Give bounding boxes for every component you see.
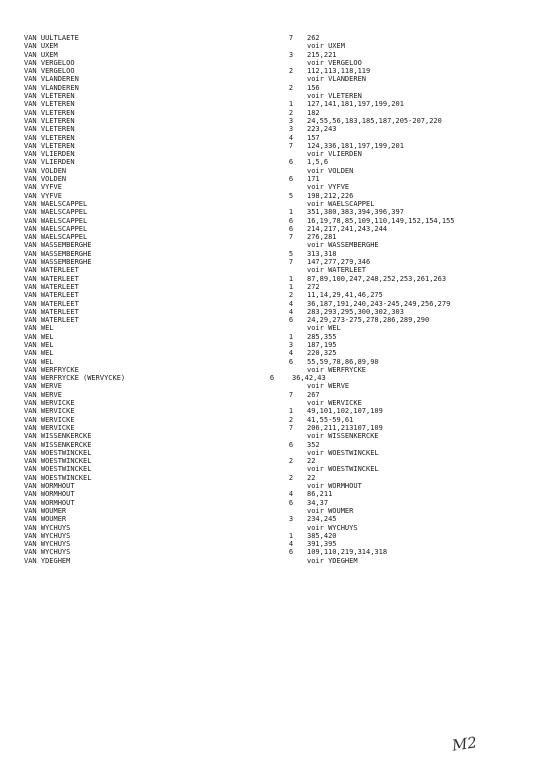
entry-pages: 36,42,43 (292, 374, 326, 383)
index-row (0, 349, 550, 357)
entry-volume: 1 (288, 332, 294, 341)
entry-name: VAN VOLDEN (24, 175, 67, 184)
entry-pages: 198,212,226 (307, 191, 354, 200)
entry-pages: 22 (307, 473, 316, 482)
entry-volume: 4 (288, 540, 294, 549)
entry-name: VAN WASSEMBERGHE (24, 241, 92, 250)
entry-name: VAN WATERLEET (24, 316, 79, 325)
entry-pages: 24,29,273-275,278,286,289,290 (307, 316, 430, 325)
entry-pages: 87,89,100,247,248,252,253,261,263 (307, 274, 447, 283)
entry-name: VAN WATERLEET (24, 266, 79, 275)
index-row (0, 150, 550, 158)
index-row (0, 142, 550, 150)
index-row (0, 258, 550, 266)
entry-pages: 276,281 (307, 233, 337, 242)
entry-volume: 3 (288, 116, 294, 125)
index-row (0, 324, 550, 332)
entry-name: VAN UXEM (24, 42, 58, 51)
entry-pages: 215,221 (307, 50, 337, 59)
handwritten-signature: M2 (450, 733, 479, 755)
entry-name: VAN VYFVE (24, 191, 62, 200)
entry-name: VAN WOESTWINCKEL (24, 473, 92, 482)
entry-volume: 6 (288, 158, 294, 167)
entry-name: VAN WOUMER (24, 506, 67, 515)
entry-pages: voir WOESTWINCKEL (307, 448, 379, 457)
entry-pages: voir WAELSCAPPEL (307, 199, 375, 208)
entry-name: VAN VLANDEREN (24, 75, 79, 84)
index-row (0, 416, 550, 424)
entry-volume: 7 (288, 34, 294, 42)
index-row (0, 275, 550, 283)
index-row (0, 507, 550, 515)
entry-name: VAN WASSEMBERGHE (24, 249, 92, 258)
entry-pages: voir WASSEMBERGHE (307, 241, 379, 250)
entry-pages: 351,380,383,394,396,397 (307, 208, 404, 217)
entry-volume: 3 (288, 50, 294, 59)
entry-pages: voir WORMHOUT (307, 482, 362, 491)
entry-volume: 6 (288, 548, 294, 557)
entry-pages: 41,55-59,61 (307, 415, 354, 424)
entry-pages: 49,101,102,107,109 (307, 407, 383, 416)
entry-volume: 6 (288, 216, 294, 225)
entry-pages: 234,245 (307, 515, 337, 524)
entry-name: VAN WATERLEET (24, 274, 79, 283)
entry-volume: 4 (288, 299, 294, 308)
index-row (0, 233, 550, 241)
entry-name: VAN VOLDEN (24, 166, 67, 175)
entry-pages: 214,217,241,243,244 (307, 224, 388, 233)
entry-name: VAN WERVE (24, 382, 62, 391)
entry-pages: 391,395 (307, 540, 337, 549)
entry-pages: voir VLETEREN (307, 92, 362, 101)
index-row (0, 92, 550, 100)
entry-pages: voir WOESTWINCKEL (307, 465, 379, 474)
entry-pages: 36,187,191,240,243-245,249,256,279 (307, 299, 451, 308)
entry-volume: 2 (288, 457, 294, 466)
entry-pages: 34,37 (307, 498, 329, 507)
index-row (0, 125, 550, 133)
entry-name: VAN WERVICKE (24, 407, 75, 416)
entry-pages: voir VLIERDEN (307, 150, 362, 159)
index-row (0, 540, 550, 548)
index-row (0, 217, 550, 225)
entry-name: VAN VERGELOO (24, 67, 75, 76)
entry-name: VAN VLIERDEN (24, 150, 75, 159)
entry-pages: voir WOUMER (307, 506, 354, 515)
index-row (0, 374, 550, 382)
entry-pages: 206,211,213107,109 (307, 423, 383, 432)
entry-name: VAN WERFRYCKE (24, 365, 79, 374)
index-row (0, 358, 550, 366)
entry-volume: 1 (288, 274, 294, 283)
entry-volume: 6 (288, 440, 294, 449)
entry-pages: voir WYCHUYS (307, 523, 358, 532)
entry-name: VAN UXEM (24, 50, 58, 59)
entry-volume: 6 (288, 498, 294, 507)
index-row (0, 391, 550, 399)
entry-volume: 6 (288, 357, 294, 366)
index-row (0, 449, 550, 457)
index-row (0, 291, 550, 299)
index-row (0, 548, 550, 556)
index-row (0, 266, 550, 274)
entry-name: VAN WOESTWINCKEL (24, 457, 92, 466)
index-row (0, 457, 550, 465)
index-row (0, 192, 550, 200)
entry-name: VAN VLANDEREN (24, 83, 79, 92)
entry-name: VAN VLETEREN (24, 100, 75, 109)
entry-name: VAN WORMHOUT (24, 490, 75, 499)
entry-pages: 1,5,6 (307, 158, 329, 167)
index-row (0, 67, 550, 75)
entry-name: VAN WORMHOUT (24, 482, 75, 491)
entry-name: VAN WERVICKE (24, 415, 75, 424)
entry-name: VAN WEL (24, 332, 54, 341)
entry-name: VAN WOESTWINCKEL (24, 448, 92, 457)
entry-name: VAN VLETEREN (24, 141, 75, 150)
entry-name: VAN WYCHUYS (24, 548, 71, 557)
entry-pages: 55,59,78,86,89,90 (307, 357, 379, 366)
entry-name: VAN WAELSCAPPEL (24, 208, 88, 217)
entry-pages: 109,110,219,314,318 (307, 548, 388, 557)
entry-pages: 187,195 (307, 340, 337, 349)
entry-pages: 267 (307, 390, 320, 399)
entry-name: VAN VLETEREN (24, 108, 75, 117)
index-row (0, 424, 550, 432)
entry-pages: 124,336,181,197,199,201 (307, 141, 404, 150)
entry-name: VAN WOUMER (24, 515, 67, 524)
entry-pages: 352 (307, 440, 320, 449)
entry-volume: 2 (288, 291, 294, 300)
entry-name: VAN VLETEREN (24, 133, 75, 142)
entry-volume: 1 (288, 208, 294, 217)
entry-volume: 2 (288, 83, 294, 92)
entry-pages: 385,420 (307, 531, 337, 540)
index-row (0, 100, 550, 108)
entry-pages: 112,113,118,119 (307, 67, 371, 76)
entry-pages: 223,243 (307, 125, 337, 134)
index-row (0, 399, 550, 407)
index-row (0, 499, 550, 507)
entry-pages: voir WERVICKE (307, 399, 362, 408)
entry-name: VAN WATERLEET (24, 282, 79, 291)
entry-name: VAN VLETEREN (24, 125, 75, 134)
entry-name: VAN WEL (24, 357, 54, 366)
entry-pages: 147,277,279,346 (307, 258, 371, 267)
entry-pages: voir VERGELOO (307, 58, 362, 67)
index-row (0, 75, 550, 83)
entry-name: VAN WEL (24, 340, 54, 349)
index-row (0, 134, 550, 142)
index-row (0, 84, 550, 92)
index-row (0, 109, 550, 117)
entry-volume: 6 (269, 374, 275, 383)
entry-volume: 2 (288, 108, 294, 117)
index-row (0, 241, 550, 249)
entry-name: VAN WATERLEET (24, 307, 79, 316)
entry-name: VAN WAELSCAPPEL (24, 216, 88, 225)
entry-pages: voir VYFVE (307, 183, 350, 192)
index-row (0, 557, 550, 565)
entry-pages: 171 (307, 175, 320, 184)
index-row (0, 283, 550, 291)
entry-name: VAN WERFRYCKE (WERVYCKE) (24, 374, 126, 383)
entry-volume: 7 (288, 258, 294, 267)
index-row (0, 441, 550, 449)
index-row (0, 225, 550, 233)
entry-name: VAN WISSENKERCKE (24, 440, 92, 449)
entry-pages: voir WISSENKERCKE (307, 432, 379, 441)
index-row (0, 490, 550, 498)
entry-name: VAN WISSENKERCKE (24, 432, 92, 441)
index-row (0, 158, 550, 166)
index-row (0, 308, 550, 316)
entry-name: VAN YDEGHEM (24, 556, 71, 565)
entry-volume: 3 (288, 515, 294, 524)
entry-name: VAN WAELSCAPPEL (24, 224, 88, 233)
entry-pages: voir UXEM (307, 42, 345, 51)
index-row (0, 183, 550, 191)
index-row (0, 407, 550, 415)
entry-pages: voir VLANDEREN (307, 75, 367, 84)
entry-name: VAN WEL (24, 324, 54, 333)
entry-volume: 7 (288, 423, 294, 432)
index-row (0, 366, 550, 374)
entry-pages: 24,55,56,183,185,187,205-207,220 (307, 116, 442, 125)
index-row (0, 34, 550, 42)
entry-name: VAN WYCHUYS (24, 531, 71, 540)
index-row (0, 59, 550, 67)
entry-volume: 2 (288, 473, 294, 482)
entry-pages: 127,141,181,197,199,201 (307, 100, 404, 109)
entry-pages: voir WERVE (307, 382, 350, 391)
entry-pages: 157 (307, 133, 320, 142)
entry-pages: 156 (307, 83, 320, 92)
index-row (0, 250, 550, 258)
entry-volume: 1 (288, 407, 294, 416)
entry-pages: 16,19,78,85,109,110,149,152,154,155 (307, 216, 455, 225)
entry-name: VAN WATERLEET (24, 299, 79, 308)
index-row (0, 532, 550, 540)
entry-name: VAN VLIERDEN (24, 158, 75, 167)
index-row (0, 208, 550, 216)
entry-pages: 11,14,29,41,46,275 (307, 291, 383, 300)
entry-name: VAN VLETEREN (24, 92, 75, 101)
entry-pages: 220,325 (307, 349, 337, 358)
index-row (0, 42, 550, 50)
entry-pages: 283,293,295,300,302,303 (307, 307, 404, 316)
index-row (0, 175, 550, 183)
entry-name: VAN WYCHUYS (24, 540, 71, 549)
index-row (0, 333, 550, 341)
entry-pages: 313,318 (307, 249, 337, 258)
index-row (0, 117, 550, 125)
entry-volume: 1 (288, 531, 294, 540)
index-row (0, 465, 550, 473)
entry-pages: voir YDEGHEM (307, 556, 358, 565)
entry-name: VAN UULTLAETE (24, 34, 79, 42)
entry-volume: 5 (288, 191, 294, 200)
entry-name: VAN WAELSCAPPEL (24, 199, 88, 208)
index-row (0, 300, 550, 308)
index-row (0, 474, 550, 482)
entry-pages: 272 (307, 282, 320, 291)
index-row (0, 200, 550, 208)
entry-volume: 1 (288, 100, 294, 109)
index-row (0, 167, 550, 175)
entry-name: VAN WATERLEET (24, 291, 79, 300)
entry-volume: 4 (288, 349, 294, 358)
entry-volume: 4 (288, 133, 294, 142)
entry-pages: voir VOLDEN (307, 166, 354, 175)
entry-name: VAN VYFVE (24, 183, 62, 192)
entry-name: VAN WEL (24, 349, 54, 358)
index-entries (0, 34, 550, 565)
index-row (0, 515, 550, 523)
entry-pages: 86,211 (307, 490, 333, 499)
entry-volume: 7 (288, 141, 294, 150)
entry-volume: 6 (288, 224, 294, 233)
entry-volume: 2 (288, 415, 294, 424)
index-row (0, 51, 550, 59)
entry-name: VAN VLETEREN (24, 116, 75, 125)
entry-volume: 4 (288, 490, 294, 499)
entry-name: VAN WERVICKE (24, 399, 75, 408)
index-row (0, 341, 550, 349)
entry-volume: 2 (288, 67, 294, 76)
index-row (0, 382, 550, 390)
entry-name: VAN WERVICKE (24, 423, 75, 432)
entry-name: VAN WORMHOUT (24, 498, 75, 507)
entry-volume: 5 (288, 249, 294, 258)
entry-pages: voir WERFRYCKE (307, 365, 367, 374)
index-row (0, 316, 550, 324)
index-row (0, 482, 550, 490)
entry-name: VAN WYCHUYS (24, 523, 71, 532)
entry-pages: 262 (307, 34, 320, 42)
entry-volume: 7 (288, 233, 294, 242)
entry-volume: 6 (288, 175, 294, 184)
entry-name: VAN WASSEMBERGHE (24, 258, 92, 267)
entry-name: VAN WOESTWINCKEL (24, 465, 92, 474)
entry-volume: 6 (288, 316, 294, 325)
entry-pages: 22 (307, 457, 316, 466)
index-row (0, 432, 550, 440)
entry-volume: 3 (288, 340, 294, 349)
entry-name: VAN WERVE (24, 390, 62, 399)
entry-pages: 182 (307, 108, 320, 117)
entry-volume: 1 (288, 282, 294, 291)
entry-volume: 3 (288, 125, 294, 134)
entry-name: VAN WAELSCAPPEL (24, 233, 88, 242)
entry-volume: 7 (288, 390, 294, 399)
entry-pages: 285,355 (307, 332, 337, 341)
index-row (0, 524, 550, 532)
entry-pages: voir WEL (307, 324, 341, 333)
entry-name: VAN VERGELOO (24, 58, 75, 67)
entry-pages: voir WATERLEET (307, 266, 367, 275)
entry-volume: 4 (288, 307, 294, 316)
